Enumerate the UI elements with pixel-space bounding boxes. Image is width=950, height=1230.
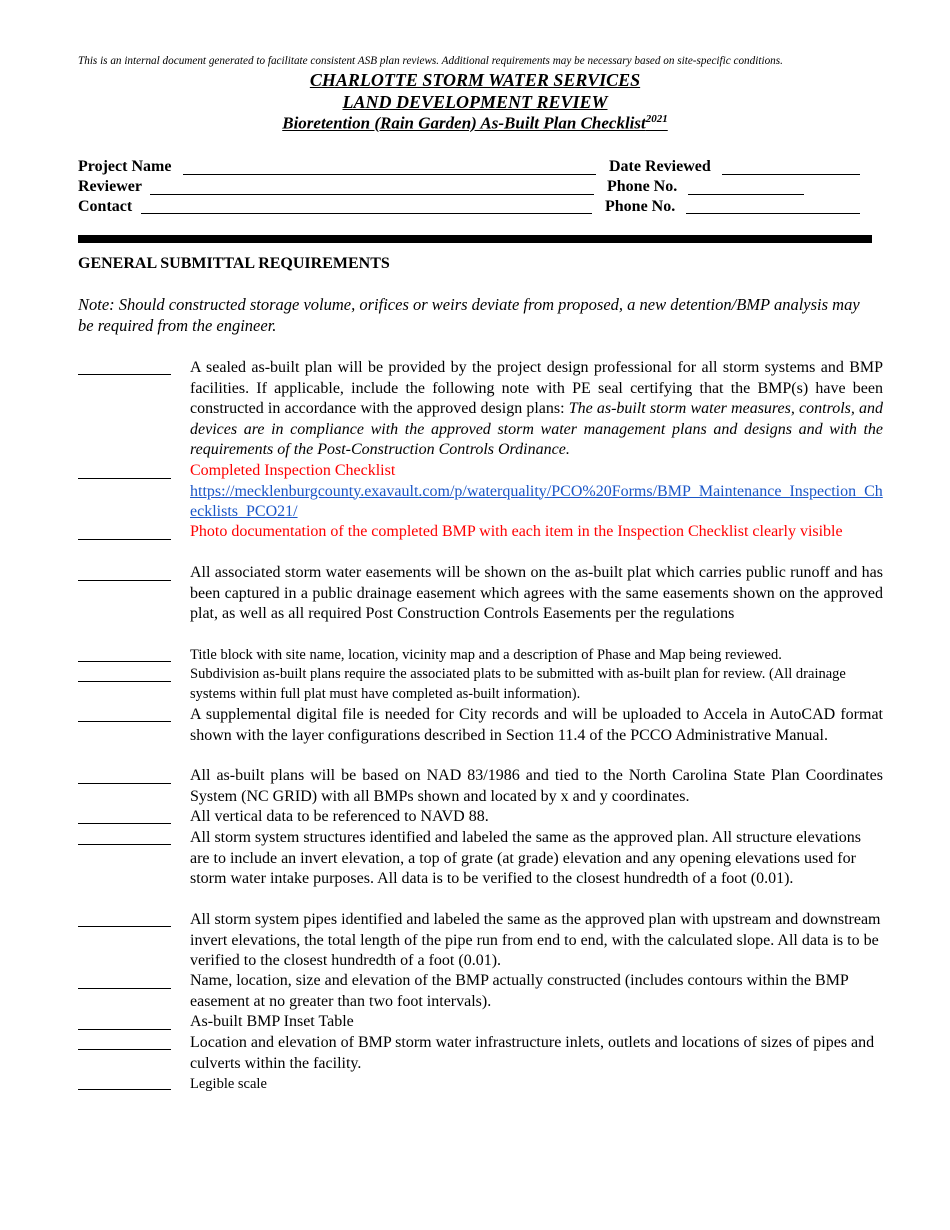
checklist-item-14: Location and elevation of BMP storm water infrastructure inlets, outlets and locations of sizes of pipes and culverts within the facility. bbox=[190, 1034, 875, 1072]
check-blank-3[interactable] bbox=[78, 539, 171, 540]
project-name-line[interactable] bbox=[183, 174, 596, 175]
checklist-item-15: Legible scale bbox=[190, 1076, 267, 1092]
checklist-item-12: Name, location, size and elevation of the BMP actually constructed (includes contours within the BMP easement at no greater than two foot intervals). bbox=[190, 972, 849, 1010]
check-blank-10[interactable] bbox=[78, 844, 171, 845]
check-blank-2[interactable] bbox=[78, 478, 171, 479]
item-2-text: Completed Inspection Checklist bbox=[190, 462, 396, 479]
check-blank-1[interactable] bbox=[78, 374, 171, 375]
check-blank-8[interactable] bbox=[78, 783, 171, 784]
checklist-item-6: Subdivision as-built plans require the associated plats to be submitted with as-built plan for review. (All drainage systems within full plat must have completed as-built information). bbox=[190, 666, 846, 702]
contact-line[interactable] bbox=[141, 213, 592, 214]
check-blank-12[interactable] bbox=[78, 988, 171, 989]
checklist-title-text: Bioretention (Rain Garden) As-Built Plan Checklist bbox=[282, 113, 646, 133]
item-1-certification-note: The as-built storm water measures, controls, and devices are in compliance with the approved storm water management plans and designs and with the requirements of the Post-Construction Controls Ordinance. bbox=[190, 400, 883, 458]
org-title: CHARLOTTE STORM WATER SERVICES bbox=[309, 70, 641, 90]
check-blank-4[interactable] bbox=[78, 580, 171, 581]
check-blank-5[interactable] bbox=[78, 661, 171, 662]
check-blank-14[interactable] bbox=[78, 1049, 171, 1050]
check-blank-15[interactable] bbox=[78, 1089, 171, 1090]
check-blank-9[interactable] bbox=[78, 823, 171, 824]
project-name-label: Project Name bbox=[78, 158, 172, 175]
checklist-item-3: Photo documentation of the completed BMP with each item in the Inspection Checklist clearly visible bbox=[190, 523, 843, 540]
inspection-checklist-link[interactable]: https://mecklenburgcounty.exavault.com/p/waterquality/PCO%20Forms/BMP_Maintenance_Inspection_Checklists_PCO21/ bbox=[190, 482, 883, 520]
phone-label-2: Phone No. bbox=[605, 198, 676, 215]
checklist-item-11: All storm system pipes identified and labeled the same as the approved plan with upstream and downstream invert elevations, the total length of the pipe run from end to end, with the calculated slope. All data is to be verified to the closest hundredth of a foot (0.01). bbox=[190, 911, 881, 969]
checklist-item-9: All vertical data to be referenced to NAVD 88. bbox=[190, 808, 489, 825]
phone-label-1: Phone No. bbox=[607, 178, 678, 195]
section-note: Note: Should constructed storage volume, orifices or weirs deviate from proposed, a new detention/BMP analysis may be required from the engineer. bbox=[78, 295, 860, 335]
disclaimer: This is an internal document generated to facilitate consistent ASB plan reviews. Additional requirements may be necessary based on site-specific conditions. bbox=[78, 55, 783, 67]
check-blank-13[interactable] bbox=[78, 1029, 171, 1030]
checklist-item-2 bbox=[190, 461, 883, 523]
contact-label: Contact bbox=[78, 198, 133, 215]
checklist-item-7: A supplemental digital file is needed for City records and will be uploaded to Accela in AutoCAD format shown with the layer configurations described in Section 11.4 of the PCCO Administrative Manual. bbox=[190, 706, 883, 744]
section-heading: GENERAL SUBMITTAL REQUIREMENTS bbox=[78, 255, 390, 272]
checklist-year: 2021 bbox=[645, 113, 668, 125]
checklist-title bbox=[0, 113, 950, 134]
item-1-text: A sealed as-built plan will be provided by the project design professional for all storm systems and BMP facilities. If applicable, include the following note with PE seal certifying that the BMP(s) have been constructed in accordance with the approved design plans: bbox=[190, 359, 883, 417]
checklist-item-10: All storm system structures identified and labeled the same as the approved plan. All structure elevations are to include an invert elevation, a top of grate (at grade) elevation and any opening elevations used for storm water intake purposes. All data is to be verified to the closest hundredth of a foot (0.01). bbox=[190, 829, 861, 887]
section-divider bbox=[78, 235, 872, 243]
check-blank-6[interactable] bbox=[78, 681, 171, 682]
date-reviewed-line[interactable] bbox=[722, 174, 860, 175]
checklist-item-1 bbox=[190, 358, 883, 461]
check-blank-7[interactable] bbox=[78, 721, 171, 722]
date-reviewed-label: Date Reviewed bbox=[609, 158, 711, 175]
checklist-item-13: As-built BMP Inset Table bbox=[190, 1013, 354, 1030]
checklist-item-4: All associated storm water easements will be shown on the as-built plat which carries public runoff and has been captured in a public drainage easement which agrees with the same easements shown on the approved plat, as well as all required Post Construction Controls Easements per the regulations bbox=[190, 564, 883, 622]
reviewer-line[interactable] bbox=[150, 194, 594, 195]
reviewer-label: Reviewer bbox=[78, 178, 142, 195]
dept-title: LAND DEVELOPMENT REVIEW bbox=[342, 92, 608, 112]
phone-line-2[interactable] bbox=[686, 213, 860, 214]
phone-line-1[interactable] bbox=[688, 194, 804, 195]
checklist-item-5: Title block with site name, location, vicinity map and a description of Phase and Map being reviewed. bbox=[190, 647, 782, 663]
checklist-item-8: All as-built plans will be based on NAD 83/1986 and tied to the North Carolina State Plan Coordinates System (NC GRID) with all BMPs shown and located by x and y coordinates. bbox=[190, 767, 883, 805]
check-blank-11[interactable] bbox=[78, 926, 171, 927]
